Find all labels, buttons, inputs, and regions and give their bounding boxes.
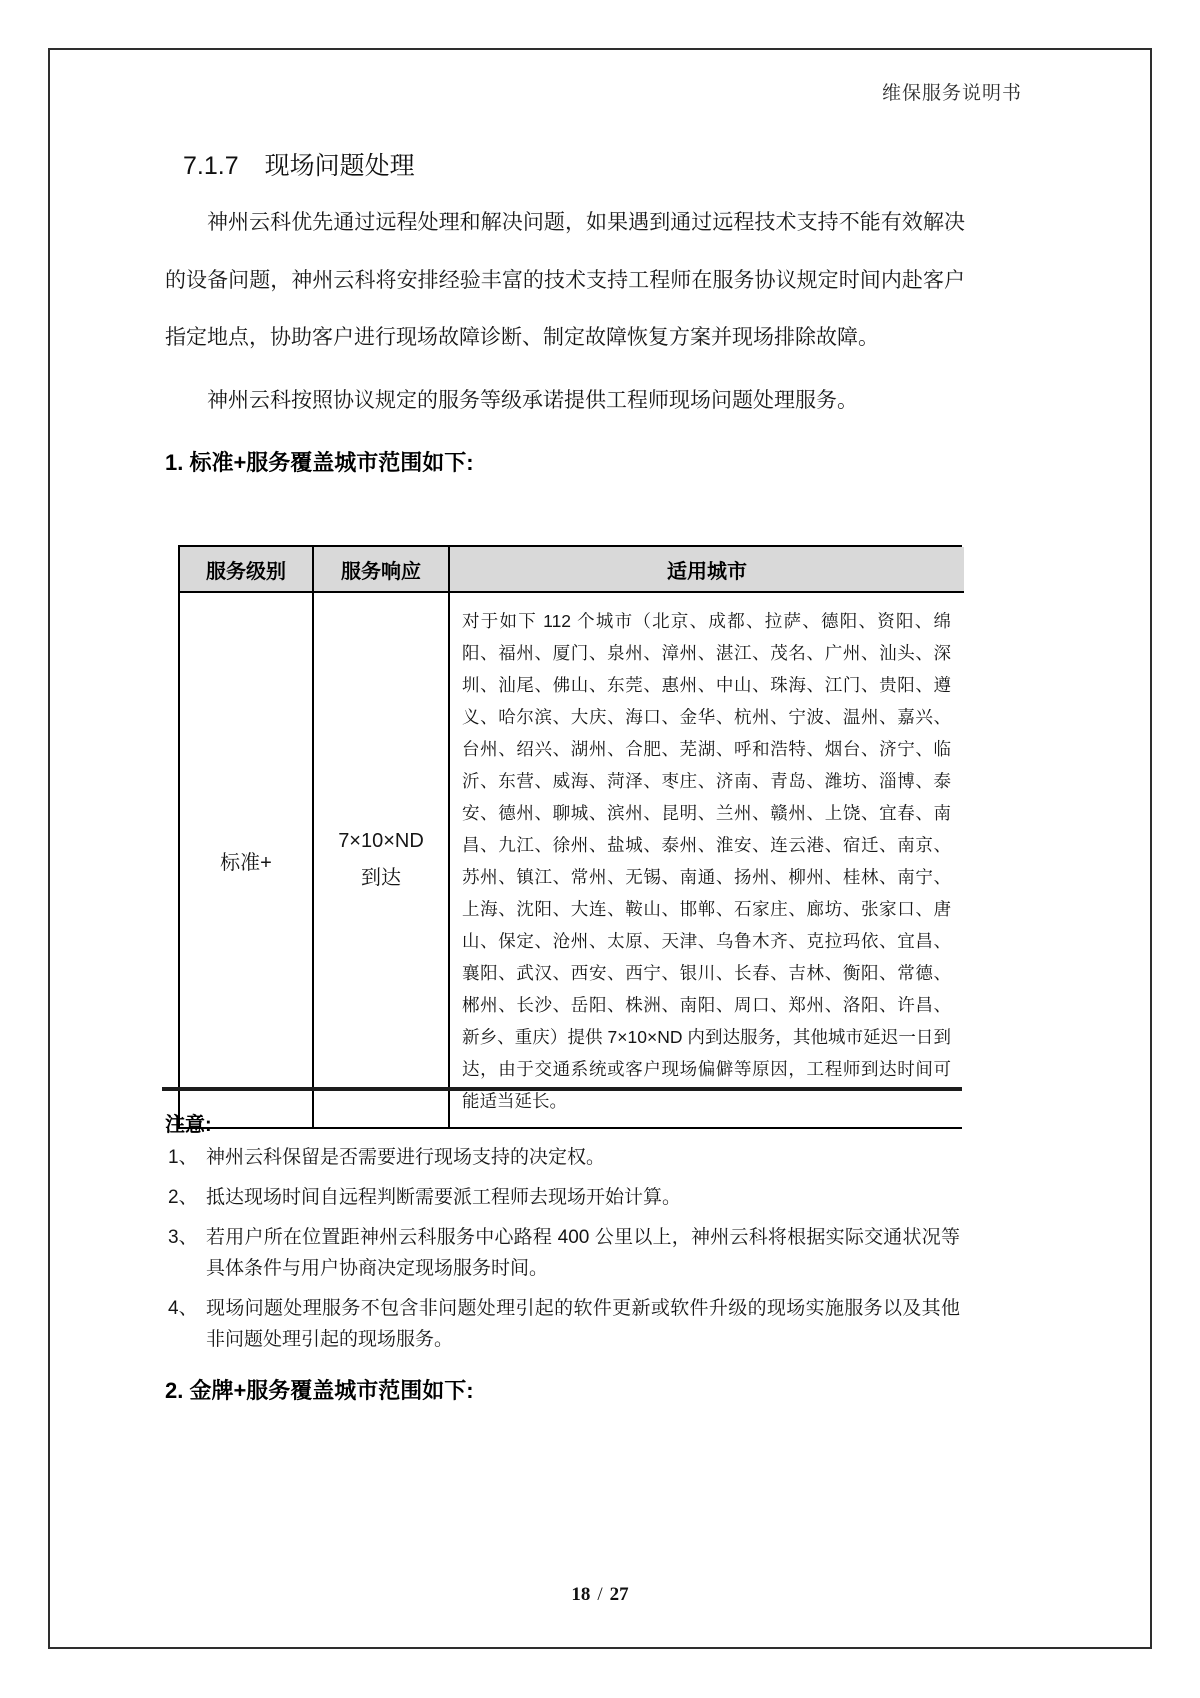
note-text: 若用户所在位置距神州云科服务中心路程 400 公里以上，神州云科将根据实际交通状况等具体条件与用户协商决定现场服务时间。 [206,1227,960,1279]
note-number: 3、 [168,1227,198,1248]
table-cell-service-level: 标准+ [180,593,312,1127]
table-cell-applicable-cities: 对于如下 112 个城市（北京、成都、拉萨、德阳、资阳、绵阳、福州、厦门、泉州、漳州、湛江、茂名、广州、汕头、深圳、汕尾、佛山、东莞、惠州、中山、珠海、江门、贵阳、遵义、哈尔滨、大庆、海口、金华、杭州、宁波、温州、嘉兴、台州、绍兴、湖州、合肥、芜湖、呼和浩特、烟台、济宁、临沂、东营、威海、菏泽、枣庄、济南、青岛、潍坊、淄博、泰安、德州、聊城、滨州、昆明、兰州、赣州、上饶、宜春、南昌、九江、徐州、盐城、泰州、淮安、连云港、宿迁、南京、苏州、镇江、常州、无锡、南通、扬州、柳州、桂林、南宁、上海、沈阳、大连、鞍山、邯郸、石家庄、廊坊、张家口、唐山、保定、沧州、太原、天津、乌鲁木齐、克拉玛依、宜昌、襄阳、武汉、西安、西宁、银川、长春、吉林、衡阳、常德、郴州、长沙、岳阳、株洲、南阳、周口、郑州、洛阳、许昌、新乡、重庆）提供 7×10×ND 内到达服务，其他城市延迟一日到达，由于交通系统或客户现场偏僻等原因，工程师到达时间可能适当延长。 [448,593,964,1127]
notes-list [168,1142,960,1364]
note-number: 2、 [168,1187,198,1208]
paragraph-remote-support: 神州云科优先通过远程处理和解决问题，如果遇到通过远程技术支持不能有效解决的设备问题，神州云科将安排经验丰富的技术支持工程师在服务协议规定时间内赴客户指定地点，协助客户进行现场故障诊断、制定故障恢复方案并现场排除故障。 [165,211,965,349]
heading-standard-plus-coverage: 1. 标准+服务覆盖城市范围如下: [165,450,474,475]
note-text: 现场问题处理服务不包含非问题处理引起的软件更新或软件升级的现场实施服务以及其他非问题处理引起的现场服务。 [206,1298,960,1350]
response-line-2: 到达 [361,867,401,889]
page-number-total: 27 [609,1584,629,1605]
document-header-title: 维保服务说明书 [881,83,1022,104]
note-item [168,1142,960,1173]
table-header-service-response: 服务响应 [312,547,448,593]
note-number: 1、 [168,1147,198,1168]
table-header-service-level: 服务级别 [180,547,312,593]
note-item [168,1182,960,1213]
table-cell-service-response [312,593,448,1127]
note-item [168,1222,960,1284]
notes-label: 注意: [165,1114,212,1136]
note-text: 神州云科保留是否需要进行现场支持的决定权。 [206,1147,606,1168]
page-number-separator: / [597,1584,603,1605]
paragraph-service-level: 神州云科按照协议规定的服务等级承诺提供工程师现场问题处理服务。 [207,389,858,412]
page-number-current: 18 [571,1584,591,1605]
heading-gold-plus-coverage: 2. 金牌+服务覆盖城市范围如下: [165,1378,474,1403]
service-coverage-table [178,545,962,1129]
section-number: 7.1.7 [183,152,239,180]
table-header-applicable-cities: 适用城市 [448,547,964,593]
note-number: 4、 [168,1298,198,1319]
note-text: 抵达现场时间自远程判断需要派工程师去现场开始计算。 [206,1187,682,1208]
page-footer [0,1584,1200,1606]
note-item [168,1293,960,1355]
response-line-1: 7×10×ND [338,830,424,852]
section-title: 现场问题处理 [264,152,415,180]
section-heading [183,146,415,182]
table-bottom-rule [162,1087,962,1091]
